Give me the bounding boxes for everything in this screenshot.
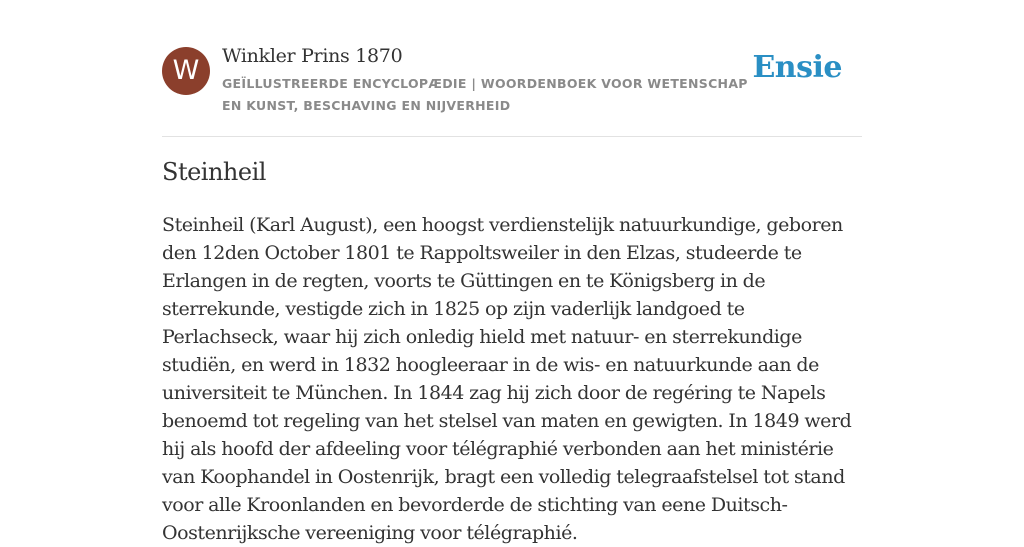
page-header xyxy=(162,0,862,137)
entry-body: Steinheil (Karl August), een hoogst verdienstelijk natuurkundige, geboren den 12den October 1801 te Rappoltsweiler in den Elzas, studeerde te Erlangen in de regten, voorts te Güttingen en te Königsberg in de sterrekunde, vestigde zich in 1825 op zijn vaderlijk landgoed te Perlachseck, waar hij zich onledig hield met natuur- en sterrekundige studiën, en werd in 1832 hoogleeraar in de wis- en natuurkunde aan de universiteit te München. In 1844 zag hij zich door de regéring te Napels benoemd tot regeling van het stelsel van maten en gewigten. In 1849 werd hij als hoofd der afdeeling voor télégraphié verbonden aan het ministérie van Koophandel in Oostenrijk, bragt een volledig telegraafstelsel tot stand voor alle Kroonlanden en bevorderde de stichting van eene Duitsch-Oostenrijksche vereeniging voor télégraphié. xyxy=(162,214,852,544)
entry-title: Steinheil xyxy=(162,158,266,186)
brand-logo[interactable]: Ensie xyxy=(752,50,842,85)
source-subtitle: GEÏLLUSTREERDE ENCYCLOPÆDIE | WOORDENBOEK VOOR WETENSCHAP EN KUNST, BESCHAVING EN NIJVERHEID xyxy=(222,76,748,113)
source-title[interactable]: Winkler Prins 1870 xyxy=(222,45,403,67)
source-avatar[interactable]: W xyxy=(162,47,210,95)
page-container xyxy=(162,0,862,544)
